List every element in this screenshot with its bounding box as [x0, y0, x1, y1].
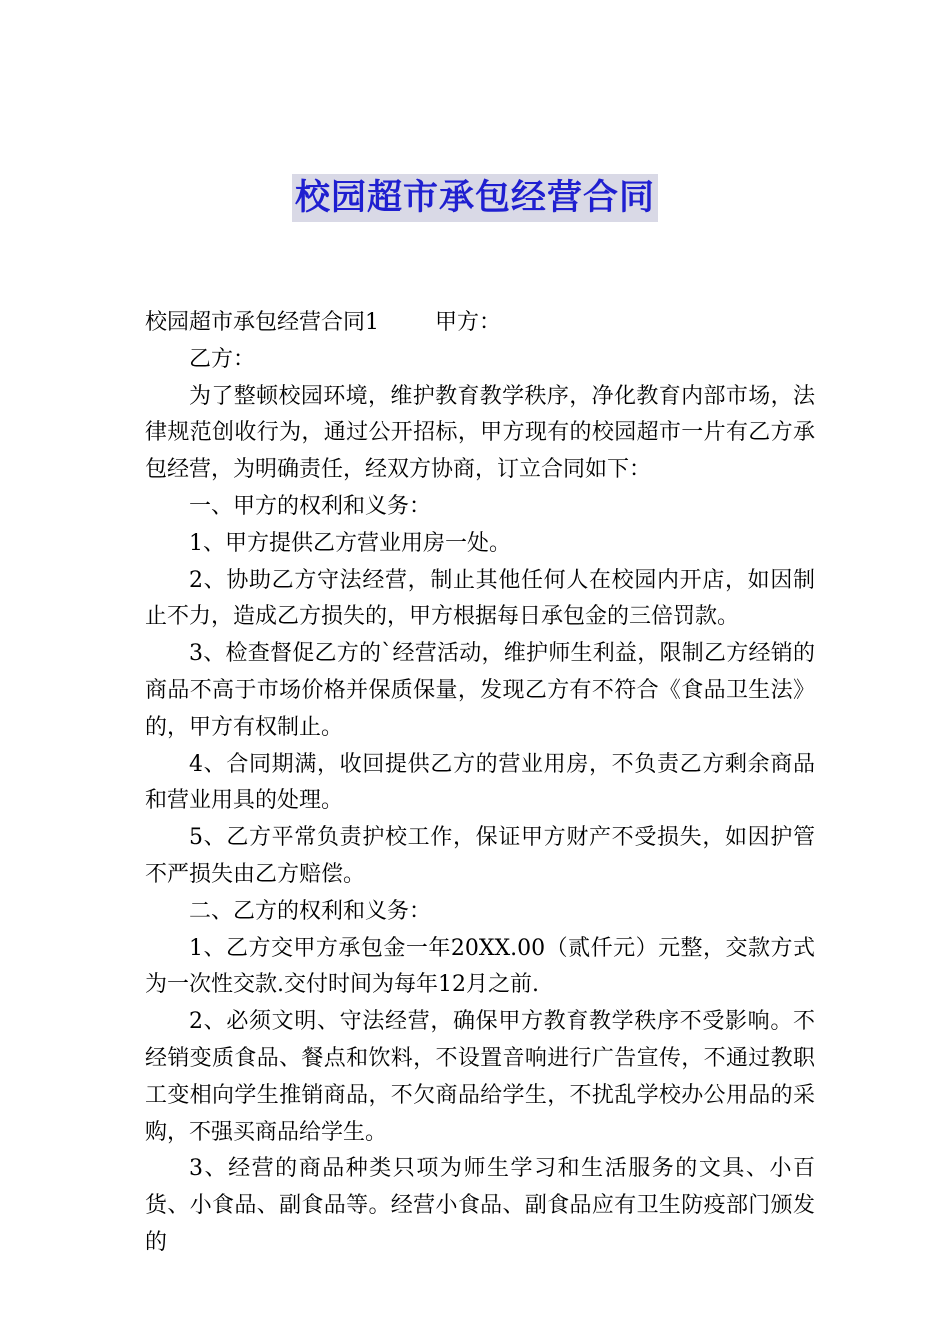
clause-a-2: 2、协助乙方守法经营，制止其他任何人在校园内开店，如因制止不力，造成乙方损失的，甲方根据每日承包金的三倍罚款。	[145, 567, 815, 630]
paragraph-preamble: 为了整顿校园环境，维护教育教学秩序，净化教育内部市场，法律规范创收行为，通过公开招标，甲方现有的校园超市一片有乙方承包经营，为明确责任，经双方协商，订立合同如下：	[145, 383, 815, 483]
document-title: 校园超市承包经营合同	[292, 174, 658, 222]
clause-a-1: 1、甲方提供乙方营业用房一处。	[189, 530, 511, 556]
clause-b-2: 2、必须文明、守法经营，确保甲方教育教学秩序不受影响。不经销变质食品、餐点和饮料，不设置音响进行广告宣传，不通过教职工变相向学生推销商品，不欠商品给学生，不扰乱学校办公用品的采购，不强买商品给学生。	[145, 1009, 815, 1145]
clause-a-5: 5、乙方平常负责护校工作，保证甲方财产不受损失，如因护管不严损失由乙方赔偿。	[145, 825, 815, 887]
paragraph-heading-parties: 校园超市承包经营合同1 甲方：	[145, 310, 501, 335]
clause-a-4: 4、合同期满，收回提供乙方的营业用房，不负责乙方剩余商品和营业用具的处理。	[145, 751, 815, 814]
section-heading-party-b: 二、乙方的权利和义务：	[189, 898, 432, 924]
title-area	[0, 174, 950, 222]
clause-b-3: 3、经营的商品种类只项为师生学习和生活服务的文具、小百货、小食品、副食品等。经营小食品、副食品应有卫生防疫部门颁发的	[145, 1156, 815, 1255]
paragraph-party-b: 乙方：	[189, 346, 256, 372]
document-body	[145, 305, 815, 1262]
clause-b-1: 1、乙方交甲方承包金一年20XX.00（贰仟元）元整，交款方式为一次性交款.交付时间为每年12月之前.	[145, 935, 815, 998]
clause-a-3: 3、检查督促乙方的`经营活动，维护师生利益，限制乙方经销的商品不高于市场价格并保质保量，发现乙方有不符合《食品卫生法》的，甲方有权制止。	[145, 641, 815, 740]
section-heading-party-a: 一、甲方的权利和义务：	[189, 493, 432, 519]
